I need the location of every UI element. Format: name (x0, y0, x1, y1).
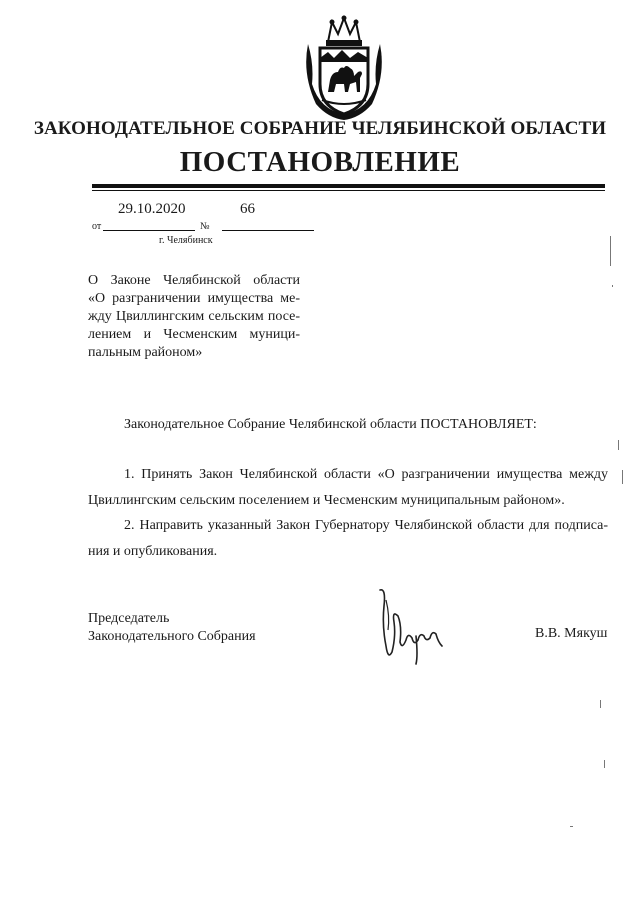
document-subject (88, 272, 300, 362)
organization-title: ЗАКОНОДАТЕЛЬНОЕ СОБРАНИЕ ЧЕЛЯБИНСКОЙ ОБЛАСТИ (33, 118, 607, 139)
signer-title-line-1: Председатель (88, 611, 170, 626)
resolution-preamble: Законодательное Собрание Челябинской области ПОСТАНОВЛЯЕТ: (124, 417, 537, 432)
document-date: 29.10.2020 (118, 201, 186, 217)
date-underline (103, 230, 195, 231)
scan-artifact (622, 470, 623, 484)
scan-artifact (604, 760, 605, 768)
item-1-line-2: Цвиллингским сельским поселением и Чесменским муниципальным районом». (88, 493, 565, 508)
from-label: от (92, 221, 102, 232)
resolution-item-2 (88, 513, 608, 565)
coat-of-arms-icon (298, 14, 390, 122)
scan-artifact (570, 826, 573, 827)
scan-artifact (600, 700, 601, 708)
number-label: № (200, 221, 210, 232)
scan-artifact (612, 285, 613, 287)
scan-artifact (618, 440, 619, 450)
document-number: 66 (240, 201, 255, 217)
header-rule-thick (92, 184, 605, 188)
subject-line: жду Цвиллингским сельским посе- (88, 309, 300, 324)
item-2-line-2: ния и опубликования. (88, 544, 218, 559)
document-type-heading: ПОСТАНОВЛЕНИЕ (179, 146, 461, 178)
item-2-line-1: 2. Направить указанный Закон Губернатору Челябинской области для подписа- (124, 518, 608, 533)
city-label: г. Челябинск (159, 235, 213, 246)
subject-line: «О разграничении имущества ме- (88, 291, 300, 306)
subject-line: пальным районом» (88, 345, 203, 360)
number-underline (222, 230, 314, 231)
subject-line: лением и Чесменским муници- (88, 327, 300, 342)
signer-title-line-2: Законодательного Собрания (88, 629, 256, 644)
resolution-item-1 (88, 462, 608, 514)
subject-line: О Законе Челябинской области (88, 273, 300, 288)
signer-name: В.В. Мякуш (535, 626, 608, 641)
signature-icon (372, 586, 452, 666)
item-1-line-1: 1. Принять Закон Челябинской области «О разграничении имущества между (124, 467, 608, 482)
header-rule-thin (92, 190, 605, 191)
signer-title (88, 610, 256, 646)
scan-artifact (610, 236, 611, 266)
